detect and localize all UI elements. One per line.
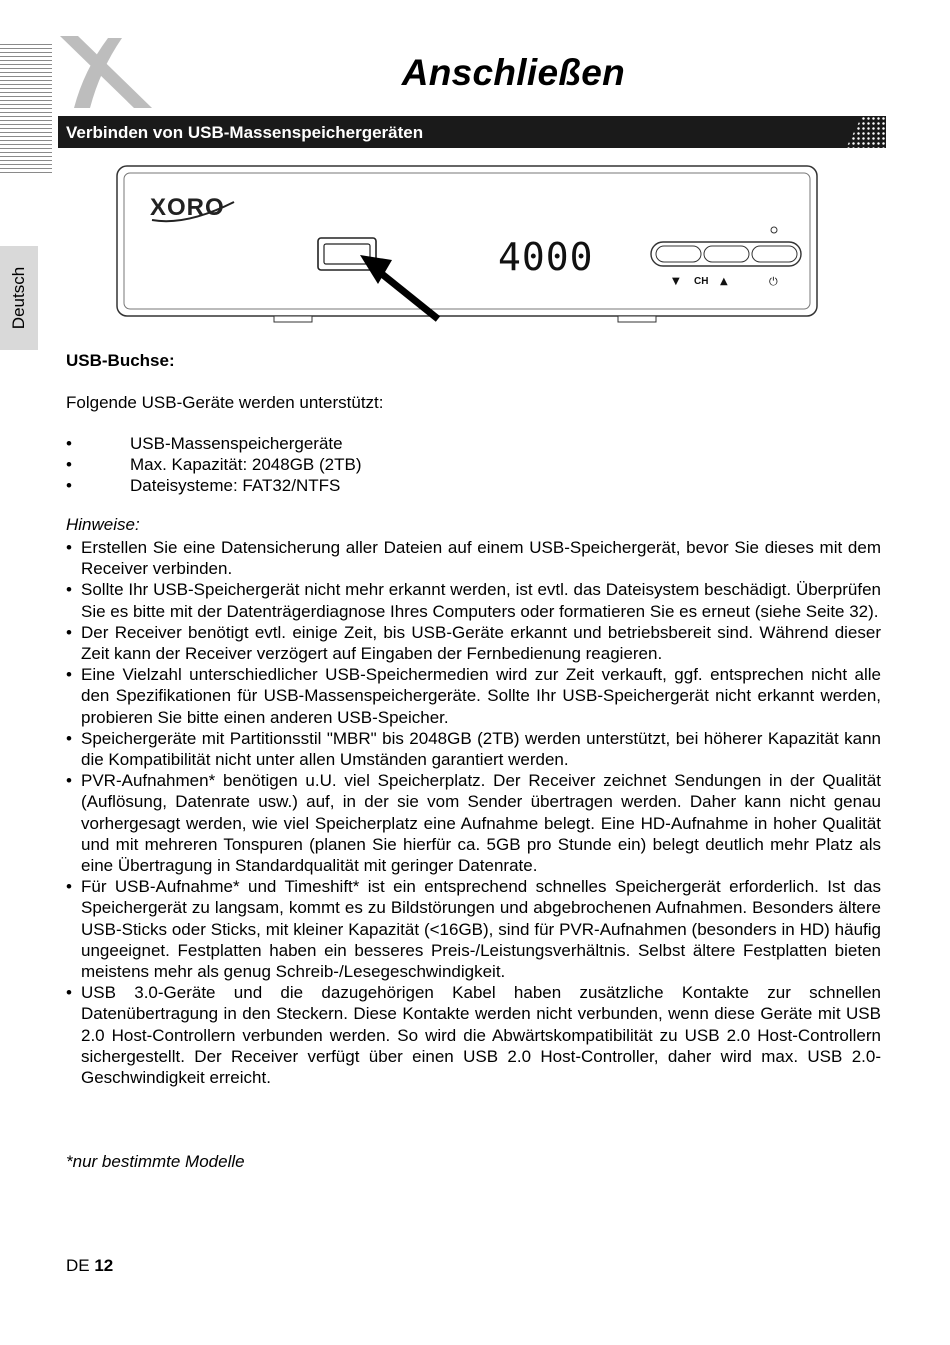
section-title: Verbinden von USB-Massenspeichergeräten — [66, 123, 424, 142]
note-item: • Für USB-Aufnahme* und Timeshift* ist ein entsprechend schnelles Speichergerät erforderlich. Ist das Speichergerät zu langsam, kommt es zu Bildstörungen und abgebrochenen Aufnahmen. Besonders ältere USB-Sticks oder Sticks, mit kleiner Kapazität (<16GB), sind für PVR-Aufnahmen (besonders in HD) häufig ungeeignet. Festplatten haben ein besseres Preis-/Leistungsverhältnis. Selbst ältere Festplatten bieten meistens mehr als genug Schreib-/Lesegeschwindigkeit. — [66, 876, 881, 982]
supported-list — [66, 433, 566, 496]
power-icon: ⏻ — [769, 275, 778, 288]
note-item: • Der Receiver benötigt evtl. einige Zeit, bis USB-Geräte erkannt und betriebsbereit sind. Während dieser Zeit kann der Receiver verzögert auf Eingaben der Fernbedienung reagieren. — [66, 622, 881, 664]
page-title: Anschließen — [401, 52, 625, 93]
note-item: • Eine Vielzahl unterschiedlicher USB-Speichermedien wird zur Zeit verkauft, ggf. entsprechen nicht alle den Spezifikationen für USB-Massenspeichergeräte. Sollte Ihr USB-Speichergerät nicht erkannt werden, probieren Sie bitte einen anderen USB-Speicher. — [66, 664, 881, 728]
xoro-x-logo-icon — [56, 30, 156, 112]
device-display: 4000 — [498, 235, 594, 279]
usb-intro: Folgende USB-Geräte werden unterstützt: — [66, 393, 384, 412]
receiver-front-illustration — [116, 164, 818, 326]
channel-up-icon: ▲ — [720, 276, 728, 287]
header-stripes — [0, 44, 52, 174]
note-item: • USB 3.0-Geräte und die dazugehörigen Kabel haben zusätzliche Kontakte zur schnellen Datenübertragung in den Steckern. Diese Kontakte werden nicht verbunden, wenn diese Geräte mit USB 2.0 Host-Controllern verbunden werden. So wird die Abwärtskompatibilität zu USB 2.0 Host-Controllern sichergestellt. Der Receiver verfügt über einen USB 2.0 Host-Controller, daher wird max. USB 2.0-Geschwindigkeit erreicht. — [66, 982, 881, 1088]
note-item: • PVR-Aufnahmen* benötigen u.U. viel Speicherplatz. Der Receiver zeichnet Sendungen in der Qualität (Auflösung, Datenrate usw.) auf, in der sie vom Sender übertragen werden. Daher kann nicht genau vorhergesagt werden, wie viel Speicherplatz eine Aufnahme belegt. Eine HD-Aufnahme in hoher Qualität und mit mehreren Tonspuren (planen Sie hierfür ca. 5GB pro Stunde ein) belegt deutlich mehr Platz als eine Übertragung in Standardqualität mit geringer Datenrate. — [66, 770, 881, 876]
usb-heading: USB-Buchse: — [66, 351, 175, 370]
page-number — [66, 1256, 113, 1276]
language-tab — [0, 246, 38, 350]
device-brand: XORO — [150, 194, 225, 221]
notes-list — [66, 537, 881, 1088]
list-item: • USB-Massenspeichergeräte — [66, 433, 566, 454]
list-item: • Max. Kapazität: 2048GB (2TB) — [66, 454, 566, 475]
channel-down-icon: ▼ — [672, 276, 680, 287]
banner-dot-pattern — [846, 116, 886, 148]
channel-label: CH — [694, 276, 709, 287]
section-banner — [58, 116, 886, 148]
note-item: • Erstellen Sie eine Datensicherung aller Dateien auf einem USB-Speichergerät, bevor Sie dieses mit dem Receiver verbinden. — [66, 537, 881, 579]
language-tab-label: Deutsch — [9, 266, 28, 330]
note-item: • Speichergeräte mit Partitionsstil "MBR" bis 2048GB (2TB) werden unterstützt, bei höherer Kapazität kann die Kompatibilität nicht unter allen Umständen garantiert werden. — [66, 728, 881, 770]
page-num: 12 — [94, 1256, 114, 1275]
list-item: • Dateisysteme: FAT32/NTFS — [66, 475, 566, 496]
note-item: • Sollte Ihr USB-Speichergerät nicht mehr erkannt werden, ist evtl. das Dateisystem beschädigt. Überprüfen Sie es bitte mit der Datenträgerdiagnose Ihres Computers oder formatieren Sie es erneut (siehe Seite 32). — [66, 579, 881, 621]
footnote: *nur bestimmte Modelle — [66, 1152, 245, 1171]
notes-title: Hinweise: — [66, 515, 140, 534]
page-lang: DE — [66, 1256, 95, 1275]
